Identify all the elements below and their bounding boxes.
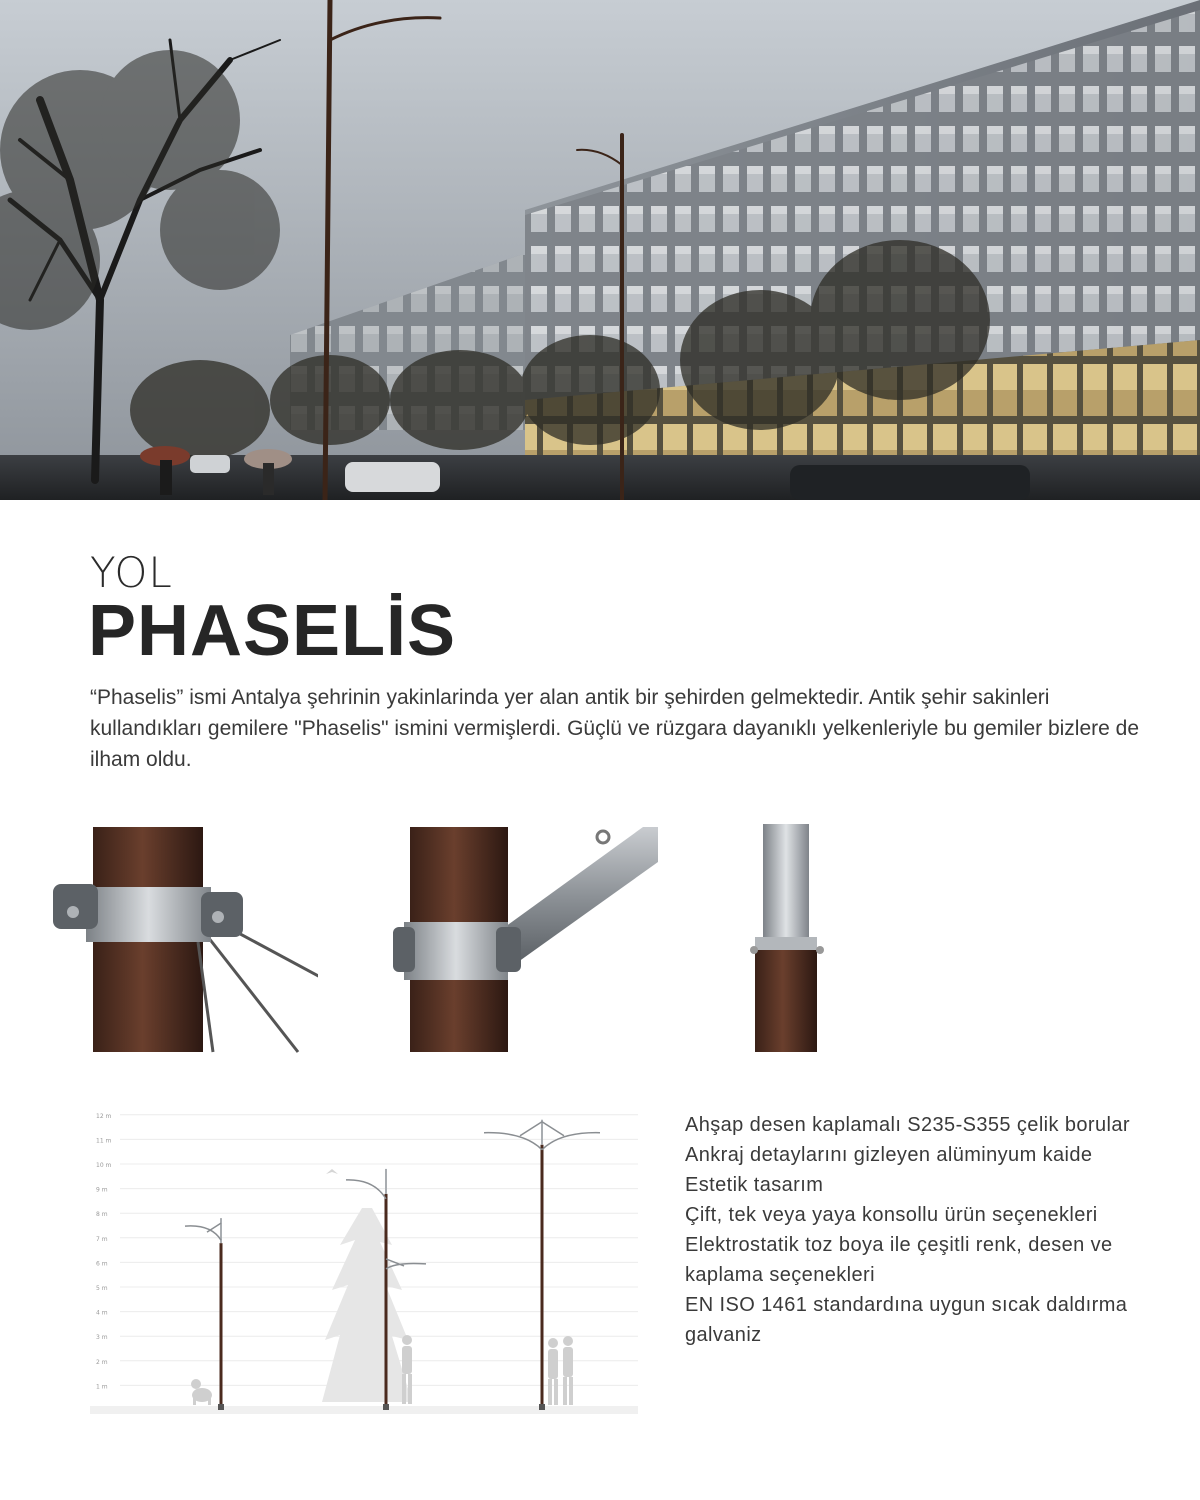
axis-tick-label: 5 m [96, 1285, 108, 1292]
axis-tick-label: 9 m [96, 1186, 108, 1194]
axis-tick-label: 1 m [96, 1383, 108, 1391]
detail-clamp-arm [388, 822, 658, 1054]
axis-tick-label: 11 m [96, 1137, 112, 1145]
axis-tick-label: 12 m [96, 1112, 112, 1120]
feature-item: Çift, tek veya yaya konsollu ürün seçenekleri [685, 1204, 1098, 1226]
feature-list [685, 1110, 1175, 1350]
axis-tick-label: 4 m [96, 1309, 108, 1317]
axis-tick-label: 7 m [96, 1235, 108, 1243]
category-label: YOL [90, 548, 173, 597]
feature-item: Estetik tasarım [685, 1174, 824, 1196]
feature-item: EN ISO 1461 standardına uygun sıcak daldırma galvaniz [685, 1294, 1128, 1346]
tree-silhouette [322, 1208, 412, 1402]
dog-silhouette [191, 1379, 212, 1405]
detail-base-collar [728, 822, 998, 1054]
hero-photo [0, 0, 1200, 500]
axis-tick-label: 2 m [96, 1358, 108, 1366]
axis-tick-label: 10 m [96, 1162, 112, 1169]
intro-paragraph: “Phaselis” ismi Antalya şehrinin yakinlarinda yer alan antik bir şehirden gelmektedir. Antik şehir sakinleri kullandıkları gemilere "Phaselis" ismini vermişlerdi. Güçlü ve rüzgara dayanıklı yelkenleriyle bu gemiler bizlere de ilham oldu. [90, 686, 1140, 771]
detail-clamp-cables [48, 822, 318, 1054]
axis-tick-label: 6 m [96, 1260, 108, 1268]
pole-mark-3 [484, 1120, 600, 1410]
pole-mark-1 [185, 1218, 224, 1410]
feature-item: Elektrostatik toz boya ile çeşitli renk, desen ve kaplama seçenekleri [685, 1234, 1113, 1286]
bird-silhouette [326, 1169, 338, 1174]
axis-tick-label: 3 m [96, 1334, 108, 1342]
feature-item: Ankraj detaylarını gizleyen alüminyum kaide [685, 1144, 1093, 1166]
feature-item: Ahşap desen kaplamalı S235-S355 çelik borular [685, 1114, 1130, 1136]
couple-silhouette [548, 1336, 573, 1405]
height-scale-chart [90, 1090, 638, 1420]
axis-tick-label: 8 m [96, 1211, 108, 1219]
product-title: PHASELİS [88, 591, 457, 671]
